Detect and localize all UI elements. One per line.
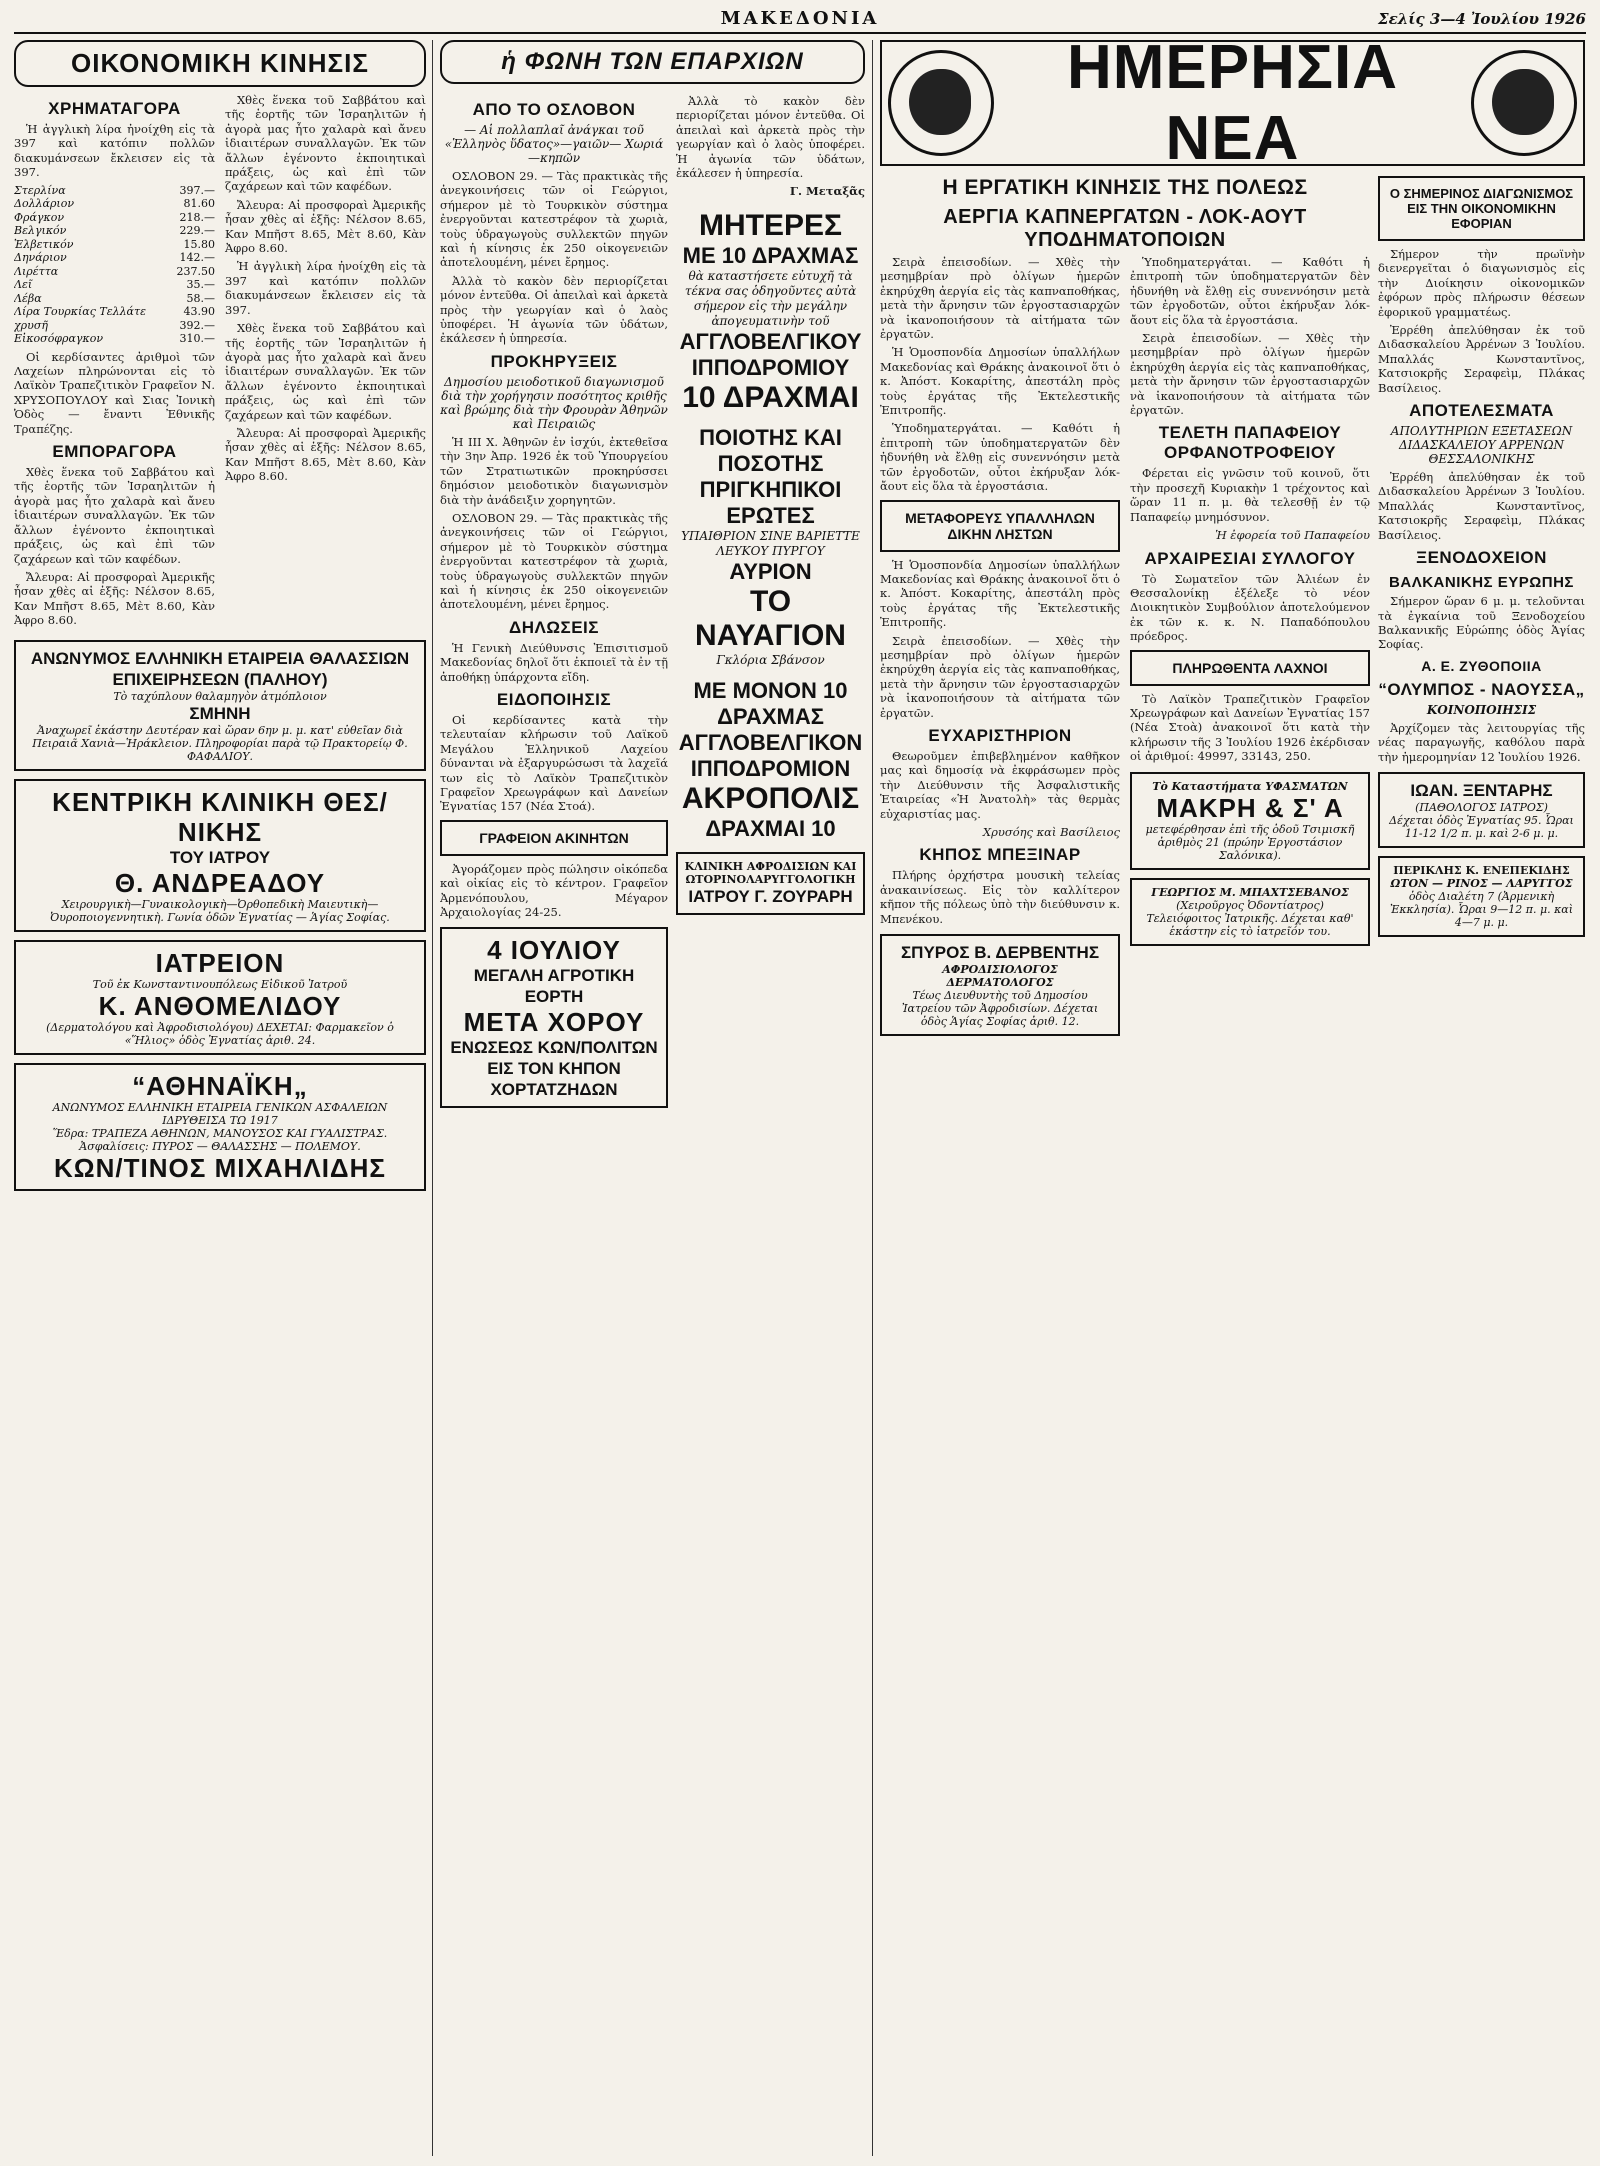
article-title: ΠΡΟΚΗΡΥΞΕΙΣ: [490, 351, 618, 371]
fest-dance: ΜΕΤΑ ΧΟΡΟΥ: [463, 1007, 645, 1038]
ad-star: Γκλόρια Σβάνσον: [716, 652, 825, 667]
price-row: [14, 265, 215, 279]
ad-name: ΓΕΩΡΓΙΟΣ Μ. ΜΠΑΧΤΣΕΒΑΝΟΣ: [1151, 885, 1349, 899]
currency-name: Στερλίνα: [14, 183, 66, 197]
ad-text: ὁδὸς Διαλέτη 7 (Ἀρμενικὴ Ἐκκλησία). Ὧραι 9—12 π. μ. καὶ 4—7 μ. μ.: [1389, 889, 1574, 929]
article-title: ΕΥΧΑΡΙΣΤΗΡΙΟΝ: [928, 725, 1072, 745]
ad-role: ΑΦΡΟΔΙΣΙΟΛΟΓΟΣ ΔΕΡΜΑΤΟΛΟΓΟΣ: [942, 963, 1058, 990]
article-text: Τὸ Λαϊκὸν Τραπεζιτικὸν Γραφεῖον Χρεωγράφων καὶ Δανείων Ἐγνατίας 157 (Νέα Στοὰ) ἀνακοινοῖ ὅτι κατὰ τὴν κλήρωσιν τῆς 3 Ἰουλίου 1926 ἐκέρδισαν οἱ ἀριθμοί: 49997, 33143, 250.: [1130, 691, 1370, 764]
ad-title: “ΑΘΗΝΑΪΚΗ„: [132, 1070, 308, 1101]
price-row: [14, 238, 215, 252]
cinema-ad-acropolis: [676, 678, 865, 842]
flour-text-b: Ἄλευρα: Αἱ προσφοραὶ Ἀμερικῆς ἦσαν χθὲς αἱ ἑξῆς: Νέλσον 8.65, Καν Μπῆστ 8.65, Μὲτ 8.60, Κὰν Ἀφρο 8.60.: [225, 197, 426, 256]
article-title: Η ΕΡΓΑΤΙΚΗ ΚΙΝΗΣΙΣ ΤΗΣ ΠΟΛΕΩΣ: [942, 176, 1308, 199]
article-subtitle: — Αἱ πολλαπλαῖ ἀνάγκαι τοῦ «Ἑλληνὸς ὕδατος»—γαιῶν— Χωριά—κηπῶν: [444, 123, 664, 165]
flour-text: Ἄλευρα: Αἱ προσφοραὶ Ἀμερικῆς ἦσαν χθὲς αἱ ἑξῆς: Νέλσον 8.65, Καν Μπῆστ 8.65, Μὲτ 8.60, Κὰν Ἀφρο 8.60.: [14, 569, 215, 628]
ad-venue: ΑΓΓΛΟΒΕΛΓΙΚΟΥ ΙΠΠΟΔΡΟΜΙΟΥ: [679, 328, 862, 380]
doctor-name: Θ. ΑΝΔΡΕΑΔΟΥ: [114, 867, 326, 898]
ad-name: ΣΠΥΡΟΣ Β. ΔΕΡΒΕΝΤΗΣ: [900, 943, 1100, 963]
doctor-ad: [14, 940, 426, 1055]
price-row: [14, 319, 215, 333]
article-text: Πλήρης ὀρχήστρα μουσικὴ τελείας ἀνακαινίσεως. Εἰς τὸν καλλίτερον κῆπον τῆς πόλεως ὑπὸ τὴν διεύθυνσιν κ. Μπενέκου.: [880, 868, 1120, 926]
price-list: [14, 184, 215, 346]
provinces-right: [676, 94, 865, 2156]
article-text: Ὑποδηματεργάται. — Καθότι ἡ ἐπιτροπὴ τῶν ὑποδηματεργατῶν δὲν ἠδυνήθη νὰ ἔλθῃ εἰς συνεννόησιν μετὰ τῶν ἐργοδοτῶν, οὗτοι ἐκήρυξαν λόκ-ἄουτ εἰς ὅλα τὰ ἐργοστάσια.: [1130, 255, 1370, 327]
ad-line: ΜΗΤΕΡΕΣ: [698, 208, 842, 242]
currency-value: 229.—: [179, 224, 215, 238]
article-text: Ἀγοράζομεν πρὸς πώλησιν οἰκόπεδα καὶ οἰκίας εἰς τὸ κέντρον. Γραφεῖον Ἀρμενόπουλου, Μέγαρον Ἀρχαιολογίας 24-25.: [440, 861, 668, 920]
price-row: [14, 224, 215, 238]
article-title: ΓΡΑΦΕΙΟΝ ΑΚΙΝΗΤΩΝ: [440, 820, 668, 856]
article-text: Σήμερον ὥραν 6 μ. μ. τελοῦνται τὰ ἐγκαίνια τοῦ Ξενοδοχείου Βαλκανικῆς Εὐρώπης ὁδὸς Ἁγίας Σοφίας.: [1378, 594, 1585, 652]
section-title: ἡ ΦΩΝΗ ΤΩΝ ΕΠΑΡΧΙΩΝ: [440, 40, 865, 84]
currency-value: 218.—: [179, 210, 215, 224]
daily-news-title: ΗΜΕΡΗΣΙΑ ΝΕΑ: [1066, 40, 1399, 173]
ad-act: ΑΚΡΟΠΟΛΙΣ: [681, 781, 860, 815]
ad-film: ΤΟ ΝΑΥΑΓΙΟΝ: [695, 584, 846, 652]
periklis-ad: [1378, 856, 1585, 937]
ad-title: ΚΕΝΤΡΙΚΗ ΚΛΙΝΙΚΗ ΘΕΣ/ΝΙΚΗΣ: [52, 786, 388, 847]
ad-price: ΔΡΑΧΜΑΙ 10: [705, 815, 836, 841]
derventis-ad: [880, 934, 1120, 1036]
flour-text-c: Ἄλευρα: Αἱ προσφοραὶ Ἀμερικῆς ἦσαν χθὲς αἱ ἑξῆς: Νέλσον 8.65, Καν Μπῆστ 8.65, Μὲτ 8.60, Κὰν Ἀφρο 8.60.: [225, 425, 426, 484]
article-text: Σειρὰ ἐπεισοδίων. — Χθὲς τὴν μεσημβρίαν πρὸ ὀλίγων ἡμερῶν ἐκηρύχθη ἀεργία εἰς τὰς καπναποθήκας, μετὰ τὴν ἄρνησιν τῶν ἐργοστασιαρχῶν νὰ ἱκανοποιήσουν τὰ αἰτήματα τῶν ἐργατῶν.: [1130, 331, 1370, 418]
cinema-ad-prince: [676, 425, 865, 668]
ad-line: ΜΕ ΜΟΝΟΝ 10 ΔΡΑΧΜΑΣ: [693, 677, 848, 729]
article-text: Ἡ ΙΙΙ Χ. Ἀθηνῶν ἐν ἰσχύι, ἐκτεθεῖσα τὴν 3ην Ἀπρ. 1926 ἐκ τοῦ Ὑπουργείου τῶν Στρατιωτικῶν προκηρύσσει δημόσιον μειοδοτικὸν διαγωνισμὸν διὰ τὴν ἀνάδειξιν χορηγητῶν.: [440, 434, 668, 507]
article-text-b: Ἀλλὰ τὸ κακὸν δὲν περιορίζεται μόνον ἐντεῦθα. Οἱ ἀπειλαὶ καὶ ἀρκετὰ πρὸς τὴν γεωργίαν καὶ ὁ λαὸς ὑποφέρει. Ἡ ἀγωνία τῶν ὑδάτων, ἐκάλεσεν ἡ ὑπηρεσία.: [440, 273, 668, 346]
price-row: [14, 278, 215, 292]
xendaris-ad: [1378, 772, 1585, 848]
currency-name: Ἑλβετικόν: [14, 237, 74, 251]
ad-subtitle: Τοῦ ἐκ Κωνσταντινουπόλεως Εἰδικοῦ Ἰατροῦ: [92, 977, 348, 991]
article-text-c: ΟΣΛΟΒΟΝ 29. — Τὰς πρακτικὰς τῆς ἀνεγκοινήσεις τῶν οἱ Γεώργιοι, σήμερον μὲ τὸ Τουρκικὸν σύστημα ἐνεργοῦνται κατεστρέφον τὰ χωριὰ, τοὺς ὑδραγωγοὺς συλλεκτῶν πηγῶν καὶ ἡ κίνησις ἐκ 250 οἰκογενειῶν ἀποτελουμένη, μένει ἔρημος.: [440, 510, 668, 612]
article-text: Σήμερον τὴν πρωϊνὴν διενεργεῖται ὁ διαγωνισμὸς εἰς τὴν Διοίκησιν οἰκονομικῶν ἐφόρων πρὸς πλήρωσιν θέσεων ἐφορικοῦ γραμματέως.: [1378, 247, 1585, 319]
ad-text: μετεφέρθησαν ἐπὶ τῆς ὁδοῦ Τσιμισκῆ ἀριθμὸς 21 (πρώην Ἐργοστάσιον Σαλόνικα).: [1145, 822, 1355, 862]
article-text: Φέρεται εἰς γνῶσιν τοῦ κοινοῦ, ὅτι τὴν προσεχῆ Κυριακὴν 1 τρέχοντος καὶ ὥραν 11 π. μ. θὰ τελεσθῇ ἐν τῷ Παπαφείῳ μνημόσυνον.: [1130, 466, 1370, 524]
news-side: [1378, 170, 1585, 2156]
column-provinces: [440, 40, 865, 2156]
article-text: Τὸ Σωματεῖον τῶν Ἀλιέων ἐν Θεσσαλονίκῃ ἐξέλεξε τὸ νέον Διοικητικὸν Συμβούλιον ἀποτελούμενον ἐκ τῶν κ. κ. Ν. Παπαδόπουλου πρόεδρος.: [1130, 571, 1370, 644]
article-kind: ΚΟΙΝΟΠΟΙΗΣΙΣ: [1426, 702, 1537, 717]
article-title: ΕΙΔΟΠΟΙΗΣΙΣ: [496, 689, 612, 709]
article-subtitle: ΑΠΟΛΥΤΗΡΙΩΝ ΕΞΕΤΑΣΕΩΝ ΔΙΔΑΣΚΑΛΕΙΟΥ ΑΡΡΕΝΩΝ ΘΕΣΣΑΛΟΝΙΚΗΣ: [1390, 424, 1573, 467]
article-title: ΑΠΟΤΕΛΕΣΜΑΤΑ: [1409, 401, 1554, 421]
ad-venue: ΑΓΓΛΟΒΕΛΓΙΚΟΝ ΙΠΠΟΔΡΟΜΙΟΝ: [678, 729, 863, 781]
ad-pre: Τὸ Καταστήματα ΥΦΑΣΜΑΤΩΝ: [1152, 779, 1348, 793]
article-subtitle: “ΟΛΥΜΠΟΣ - ΝΑΟΥΣΣΑ„: [1378, 679, 1585, 699]
medallion-icon: [1471, 50, 1577, 156]
currency-name: Εἰκοσόφραγκον: [14, 332, 104, 346]
ship-name: ΣΜΗΝΗ: [189, 703, 251, 723]
currency-value: 397.—: [179, 183, 215, 197]
article-text: ΟΣΛΟΒΟΝ 29. — Τὰς πρακτικὰς τῆς ἀνεγκοινήσεις τῶν οἱ Γεώργιοι, σήμερον μὲ τὸ Τουρκικὸν σύστημα ἐνεργοῦνται κατεστρέφον τὰ χωριὰ, τοὺς ὑδραγωγοὺς συλλεκτῶν πηγῶν καὶ ἡ κίνησις ἐκ 250 οἰκογενειῶν ἀποτελουμένη, μένει ἔρημος.: [440, 169, 668, 270]
article-text: Σειρὰ ἐπεισοδίων. — Χθὲς τὴν μεσημβρίαν πρὸ ὀλίγων ἡμερῶν ἐκηρύχθη ἀεργία εἰς τὰς καπναποθήκας, μετὰ τὴν ἄρνησιν τῶν ἐργοστασιαρχῶν νὰ ἱκανοποιήσουν τὰ αἰτήματα τῶν ἐργατῶν.: [880, 255, 1120, 342]
price-row: [14, 305, 215, 319]
cinema-ad-mothers: [676, 209, 865, 415]
ad-name: ΠΕΡΙΚΛΗΣ Κ. ΕΝΕΠΕΚΙΔΗΣ: [1393, 863, 1570, 877]
makri-ad: [1130, 772, 1370, 870]
page-date: Σελίς 3—4 Ἰουλίου 1926: [1378, 10, 1586, 28]
currency-name: Βελγικόν: [14, 224, 67, 238]
ad-role: (ΠΑΘΟΛΟΓΟΣ ΙΑΤΡΟΣ): [1415, 800, 1548, 814]
exchange-intro-b: Ἡ ἀγγλικὴ λίρα ἠνοίχθη εἰς τὰ 397 καὶ κατόπιν πολλῶν διακυμάνσεων ἔκλεισεν εἰς τὰ 397.: [225, 259, 426, 317]
exchange-intro: Ἡ ἀγγλικὴ λίρα ἠνοίχθη εἰς τὰ 397 καὶ κατόπιν πολλῶν διακυμάνσεων ἔκλεισεν εἰς τὰ 397.: [14, 122, 215, 180]
ad-title: ΙΑΤΡΕΙΟΝ: [155, 947, 285, 978]
currency-name: Δολλάριον: [14, 197, 75, 211]
article-title: ΔΗΛΩΣΕΙΣ: [509, 617, 599, 637]
ad-doctor: ΙΑΤΡΟΥ Γ. ΖΟΥΡΑΡΗ: [688, 886, 853, 906]
ad-line: θὰ καταστήσετε εὐτυχῆ τὰ τέκνα σας ὁδηγοῦντες αὐτὰ σήμερον εἰς τὴν μεγάλην ἀπογευματινὴν τοῦ: [684, 268, 857, 328]
ad-title: ΚΛΙΝΙΚΗ ΑΦΡΟΔΙΣΙΩΝ ΚΑΙ ΩΤΟΡΙΝΟΛΑΡΥΓΓΟΛΟΓΙΚΗ: [684, 859, 857, 886]
masthead: [14, 8, 1586, 34]
trade-text-b: Χθὲς ἕνεκα τοῦ Σαββάτου καὶ τῆς ἑορτῆς τῶν Ἰσραηλιτῶν ἡ ἀγορὰ μας ἦτο χαλαρὰ καὶ ἄνευ ἰδιαιτέρων συναλλαγῶν. Ἐκ τῶν ἄλλων ἐγένοντο ἐκποιητικαὶ πράξεις, ὡς καὶ ἐπὶ τῶν ζαχάρεων καὶ τῶν καφέδων.: [225, 321, 426, 422]
currency-name: Λέβα: [14, 291, 42, 305]
article-title: ΤΕΛΕΤΗ ΠΑΠΑΦΕΙΟΥ ΟΡΦΑΝΟΤΡΟΦΕΙΟΥ: [1158, 423, 1342, 463]
side-signature: Γ. Μεταξᾶς: [789, 184, 865, 199]
article-text: Ἐρρέθη ἀπελύθησαν ἐκ τοῦ Διδασκαλείου Ἀρρένων 3 Ἰουλίου. Μπαλλάς Κωνσταντῖνος, Κατσιοκρῆς Σεραφεὶμ, Πλάκας Βασίλειος.: [1378, 323, 1585, 395]
ad-lines: (Δερματολόγου καὶ Ἀφροδισιολόγου) ΔΕΧΕΤΑΙ: Φαρμακεῖον ὁ «Ἥλιος» ὁδὸς Ἐγνατίας ἀριθ. 24.: [46, 1020, 394, 1047]
fest-date: 4 ΙΟΥΛΙΟΥ: [487, 935, 621, 966]
currency-value: 142.—: [179, 251, 215, 265]
article-headline: ΑΕΡΓΙΑ ΚΑΠΝΕΡΓΑΤΩΝ - ΛΟΚ-ΑΟΥΤ ΥΠΟΔΗΜΑΤΟΠΟΙΩΝ: [943, 206, 1307, 251]
article-title: ΚΗΠΟΣ ΜΠΕΞΙΝΑΡ: [919, 845, 1081, 865]
article-text: Ἡ Γενικὴ Διεύθυνσις Ἐπισιτισμοῦ Μακεδονίας δηλοῖ ὅτι ἐκποιεῖ τὰ ἐν τῇ ἀποθήκῃ ὑπάρχοντα εἴδη.: [440, 640, 668, 684]
article-text: Ἀρχίζομεν τὰς λειτουργίας τῆς νέας παραγωγῆς, καθόλου παρὰ τὴν ἡμερομηνίαν 12 Ἰουλίου 1926.: [1378, 720, 1585, 764]
ad-subtitle: Τὸ ταχύπλουν θαλαμηγὸν ἀτμόπλοιον: [113, 689, 327, 703]
currency-value: 237.50: [176, 264, 215, 278]
clinic-ad-zourari: [676, 852, 865, 915]
ad-role: (Χειροῦργος Ὀδοντίατρος): [1176, 898, 1324, 912]
currency-name: Λιρέττα: [14, 264, 59, 278]
article-subtitle: ΒΑΛΚΑΝΙΚΗΣ ΕΥΡΩΠΗΣ: [1389, 574, 1574, 592]
currency-name: Λεῖ: [14, 278, 33, 292]
price-row: [14, 292, 215, 306]
price-row: [14, 211, 215, 225]
agent-name: ΚΩΝ/ΤΙΝΟΣ ΜΙΧΑΗΛΙΔΗΣ: [54, 1152, 386, 1183]
article-title: ΞΕΝΟΔΟΧΕΙΟΝ: [1416, 548, 1547, 568]
article-title: ΜΕΤΑΦΟΡΕΥΣ ΥΠΑΛΛΗΛΩΝ ΔΙΚΗΝ ΛΗΣΤΩΝ: [880, 500, 1120, 552]
article-title: ΑΡΧΑΙΡΕΣΙΑΙ ΣΥΛΛΟΓΟΥ: [1144, 548, 1356, 568]
clinic-ad: [14, 779, 426, 932]
fest-org: ΕΝΩΣΕΩΣ ΚΩΝ/ΠΟΛΙΤΩΝ: [450, 1038, 658, 1058]
side-text: Ἀλλὰ τὸ κακὸν δὲν περιορίζεται μόνον ἐντεῦθα. Οἱ ἀπειλαὶ καὶ ἀρκετὰ πρὸς τὴν γεωργίαν καὶ ὁ λαὸς ὑποφέρει. Ἡ ἀγωνία τῶν ὑδάτων, ἐκάλεσεν ἡ ὑπηρεσία.: [676, 94, 865, 181]
column-rule: [432, 40, 433, 2156]
ad-lines: Χειρουργικὴ—Γυναικολογικὴ—Ὀρθοπεδικὴ Μαιευτικὴ—Ὀυροποιογεννητικὴ. Γωνία ὁδῶν Ἐγνατίας — Ἁγίας Σοφίας.: [50, 897, 390, 924]
currency-name: χρυσῆ: [14, 318, 48, 332]
currency-value: 15.80: [183, 237, 215, 251]
fest-venue: ΕΙΣ ΤΟΝ ΚΗΠΟΝ ΧΟΡΤΑΤΖΗΔΩΝ: [487, 1059, 621, 1100]
column-economics: [14, 40, 426, 2156]
news-main: [880, 170, 1370, 2156]
ad-line: ΠΟΙΟΤΗΣ ΚΑΙ ΠΟΣΟΤΗΣ: [699, 424, 842, 476]
column-daily-news: [880, 40, 1585, 2156]
exchange-title: ΧΡΗΜΑΤΑΓΟΡΑ: [48, 99, 181, 118]
ad-subtitle: ΤΟΥ ΙΑΤΡΟΥ: [169, 847, 271, 867]
ad-text: Δέχεται ὁδὸς Ἐγνατίας 95. Ὧραι 11-12 1/2 π. μ. καὶ 2-6 μ. μ.: [1389, 813, 1574, 840]
ad-venue: ΥΠΑΙΘΡΙΟΝ ΣΙΝΕ ΒΑΡΙΕΤΤΕ ΛΕΥΚΟΥ ΠΥΡΓΟΥ: [681, 528, 860, 558]
article-text: Ἡ Ὁμοσπονδία Δημοσίων ὑπαλλήλων Μακεδονίας καὶ Θράκης ἀνακοινοῖ ὅτι ὁ κ. Ἀπόστ. Κοκαρίτης, ἀπεστάλη πρὸς τοὺς ἐργάτας τῆς Ἐκτελεστικῆς Ἐπιτροπῆς.: [880, 345, 1120, 418]
ad-text: Τέως Διευθυντὴς τοῦ Δημοσίου Ἰατρείου τῶν Ἀφροδισίων. Δέχεται ὁδὸς Ἁγίας Σοφίας ἀριθ. 12.: [901, 989, 1099, 1029]
article-title: Α. Ε. ΖΥΘΟΠΟΙΙΑ: [1421, 657, 1542, 674]
currency-name: Φράγκον: [14, 210, 65, 224]
article-title: Ο ΣΗΜΕΡΙΝΟΣ ΔΙΑΓΩΝΙΣΜΟΣ ΕΙΣ ΤΗΝ ΟΙΚΟΝΟΜΙΚΗΝ ΕΦΟΡΙΑΝ: [1378, 176, 1585, 241]
ad-name: ΜΑΚΡΗ & Σ' Α: [1156, 792, 1344, 823]
article-title: ΑΠΟ ΤΟ ΟΣΛΟΒΟΝ: [472, 100, 636, 119]
currency-name: Λίρα Τουρκίας Τελλάτε: [14, 305, 146, 319]
price-row: [14, 332, 215, 346]
ad-subtitle: ΑΝΩΝΥΜΟΣ ΕΛΛΗΝΙΚΗ ΕΤΑΙΡΕΙΑ ΓΕΝΙΚΩΝ ΑΣΦΑΛΕΙΩΝ ΙΔΡΥΘΕΙΣΑ ΤΩ 1917: [52, 1100, 388, 1127]
ad-lines: Ἕδρα: ΤΡΑΠΕΖΑ ΑΘΗΝΩΝ, ΜΑΝΟΥΣΟΣ ΚΑΙ ΓΥΑΛΙΣΤΡΑΣ. Ἀσφαλίσεις: ΠΥΡΟΣ — ΘΑΛΑΣΣΗΣ — ΠΟΛΕΜΟΥ.: [52, 1126, 388, 1153]
medallion-icon: [888, 50, 994, 156]
ad-price: 10 ΔΡΑΧΜΑΙ: [682, 380, 859, 414]
provinces-left: [440, 94, 668, 2156]
article-text: Σειρὰ ἐπεισοδίων. — Χθὲς τὴν μεσημβρίαν πρὸ ὀλίγων ἡμερῶν ἐκηρύχθη ἀεργία εἰς τὰς καπναποθήκας, μετὰ τὴν ἄρνησιν τῶν ἐργοστασιαρχῶν νὰ ἱκανοποιήσουν τὰ αἰτήματα τῶν ἐργατῶν.: [880, 633, 1120, 720]
article-text: Ὑποδηματεργάται. — Καθότι ἡ ἐπιτροπὴ τῶν ὑποδηματεργατῶν δὲν ἠδυνήθη νὰ ἔλθῃ εἰς συνεννόησιν μετὰ τῶν ἐργοδοτῶν, οὗτοι ἐκήρυξαν λόκ-ἄουτ εἰς ὅλα τὰ ἐργοστάσια.: [880, 421, 1120, 494]
article-text: Ἡ Ὁμοσπονδία Δημοσίων ὑπαλλήλων Μακεδονίας καὶ Θράκης ἀνακοινοῖ ὅτι ὁ κ. Ἀπόστ. Κοκαρίτης, ἀπεστάλη πρὸς τοὺς ἐργάτας τῆς Ἐκτελεστικῆς Ἐπιτροπῆς.: [880, 557, 1120, 630]
currency-value: 35.—: [186, 278, 215, 292]
article-text: Οἱ κερδίσαντες κατὰ τὴν τελευταίαν κλήρωσιν τοῦ Λαϊκοῦ Μεγάλου Ἑλληνικοῦ Λαχείου δύνανται νὰ ἐξαργυρώσωσι τὰ λαχεῖά των εἰς τὸ Λαϊκὸν Τραπεζιτικὸν Γραφεῖον Χρεωγράφων καὶ Δανείων Ἐγνατίας 157 (Νέα Στοά).: [440, 712, 668, 814]
article-text: Ἐρρέθη ἀπελύθησαν ἐκ τοῦ Διδασκαλείου Ἀρρένων 3 Ἰουλίου. Μπαλλάς Κωνσταντῖνος, Κατσιοκρῆς Σεραφεὶμ, Πλάκας Βασίλειος.: [1378, 470, 1585, 542]
article-text: Θεωροῦμεν ἐπιβεβλημένον καθῆκον μας καὶ δημοσίᾳ νὰ ἐκφράσωμεν πρὸς τὴν Διεύθυνσιν τῆς Ἀσφαλιστικῆς Ἑταιρείας «Ἡ Ἀνατολὴ» τὰς θερμὰς εὐχαριστίας μας.: [880, 748, 1120, 821]
article-subtitle: Δημοσίου μειοδοτικοῦ διαγωνισμοῦ διὰ τὴν χορήγησιν ποσότητος κριθῆς καὶ βρώμης διὰ τὴν Φρουρὰν Ἀθηνῶν καὶ Πειραιῶς: [440, 374, 668, 431]
daily-news-header: [880, 40, 1585, 173]
article-signature: Χρυσόης καὶ Βασίλειος: [982, 825, 1120, 839]
ad-role: ΩΤΟΝ — ΡΙΝΟΣ — ΛΑΡΥΓΓΟΣ: [1390, 876, 1573, 890]
shipping-ad: [14, 640, 426, 771]
fest-name: ΜΕΓΑΛΗ ΑΓΡΟΤΙΚΗ ΕΟΡΤΗ: [473, 966, 635, 1007]
mpaxtsevanos-ad: [1130, 878, 1370, 946]
column-rule: [872, 40, 873, 2156]
doctor-name: Κ. ΑΝΘΟΜΕΛΙΔΟΥ: [98, 990, 342, 1021]
ad-line: ΜΕ 10 ΔΡΑΧΜΑΣ: [682, 242, 859, 268]
article-title: ΠΛΗΡΩΘΕΝΤΑ ΛΑΧΝΟΙ: [1130, 650, 1370, 686]
currency-value: 81.60: [183, 197, 215, 211]
trade-text: Χθὲς ἕνεκα τοῦ Σαββάτου καὶ τῆς ἑορτῆς τῶν Ἰσραηλιτῶν ἡ ἀγορὰ μας ἦτο χαλαρὰ καὶ ἄνευ ἰδιαιτέρων συναλλαγῶν. Ἐκ τῶν ἄλλων ἐγένοντο ἐκποιητικαὶ πράξεις, ὡς καὶ ἐπὶ τῶν ζαχάρεων καὶ τῶν καφέδων.: [14, 465, 215, 566]
ad-line: ΠΡΙΓΚΗΠΙΚΟΙ ΕΡΩΤΕΣ: [699, 476, 842, 528]
ad-title: ΑΝΩΝΥΜΟΣ ΕΛΛΗΝΙΚΗ ΕΤΑΙΡΕΙΑ ΘΑΛΑΣΣΙΩΝ ΕΠΙΧΕΙΡΗΣΕΩΝ (ΠΑΛΗΟΥ): [30, 648, 410, 689]
ad-tomorrow: ΑΥΡΙΟΝ: [729, 558, 812, 584]
trade-title: ΕΜΠΟΡΑΓΟΡΑ: [52, 442, 177, 462]
currency-value: 392.—: [179, 318, 215, 332]
price-row: [14, 197, 215, 211]
festival-ad: [440, 927, 668, 1108]
ad-text: Τελειόφοιτος Ἰατρικῆς. Δέχεται καθ' ἑκάστην εἰς τὸ ἰατρεῖόν του.: [1146, 911, 1354, 938]
currency-value: 43.90: [183, 305, 215, 319]
market-text: Χθὲς ἕνεκα τοῦ Σαββάτου καὶ τῆς ἑορτῆς τῶν Ἰσραηλιτῶν ἡ ἀγορὰ μας ἦτο χαλαρὰ καὶ ἄνευ ἰδιαιτέρων συναλλαγῶν. Ἐκ τῶν ἄλλων ἐγένοντο ἐκποιητικαὶ πράξεις, ὡς καὶ ἐπὶ τῶν ζαχάρεων καὶ τῶν καφέδων.: [225, 93, 426, 194]
exchange-note: Οἱ κερδίσαντες ἀριθμοὶ τῶν Λαχείων πληρώνονται εἰς τὸ Λαϊκὸν Τραπεζιτικὸν Γραφεῖον Ν. ΧΡΥΣΟΠΟΥΛΟΥ καὶ Σιας Ἰονικὴ Ὁδὸς — ἔναντι Ἐθνικῆς Τραπέζης.: [14, 349, 215, 436]
price-row: [14, 251, 215, 265]
currency-name: Δηνάριον: [14, 251, 67, 265]
ad-name: ΙΩΑΝ. ΞΕΝΤΑΡΗΣ: [1410, 780, 1553, 800]
currency-value: 310.—: [179, 332, 215, 346]
price-row: [14, 184, 215, 198]
article-signature: Ἡ ἐφορεία τοῦ Παπαφείου: [1215, 528, 1370, 543]
newspaper-name: ΜΑΚΕΔΟΝΙΑ: [720, 8, 880, 29]
section-title: ΟΙΚΟΝΟΜΙΚΗ ΚΙΝΗΣΙΣ: [14, 40, 426, 87]
currency-value: 58.—: [186, 291, 215, 305]
ad-lines: Ἀναχωρεῖ ἑκάστην Δευτέραν καὶ ὥραν 6ην μ. μ. κατ' εὐθεῖαν διὰ Πειραιᾶ Χανιὰ—Ἡράκλειον. Πληροφορίαι παρὰ τῷ Πρακτορείῳ Φ. ΦΑΦΑΛΙΟΥ.: [32, 723, 408, 763]
insurance-ad: [14, 1063, 426, 1191]
